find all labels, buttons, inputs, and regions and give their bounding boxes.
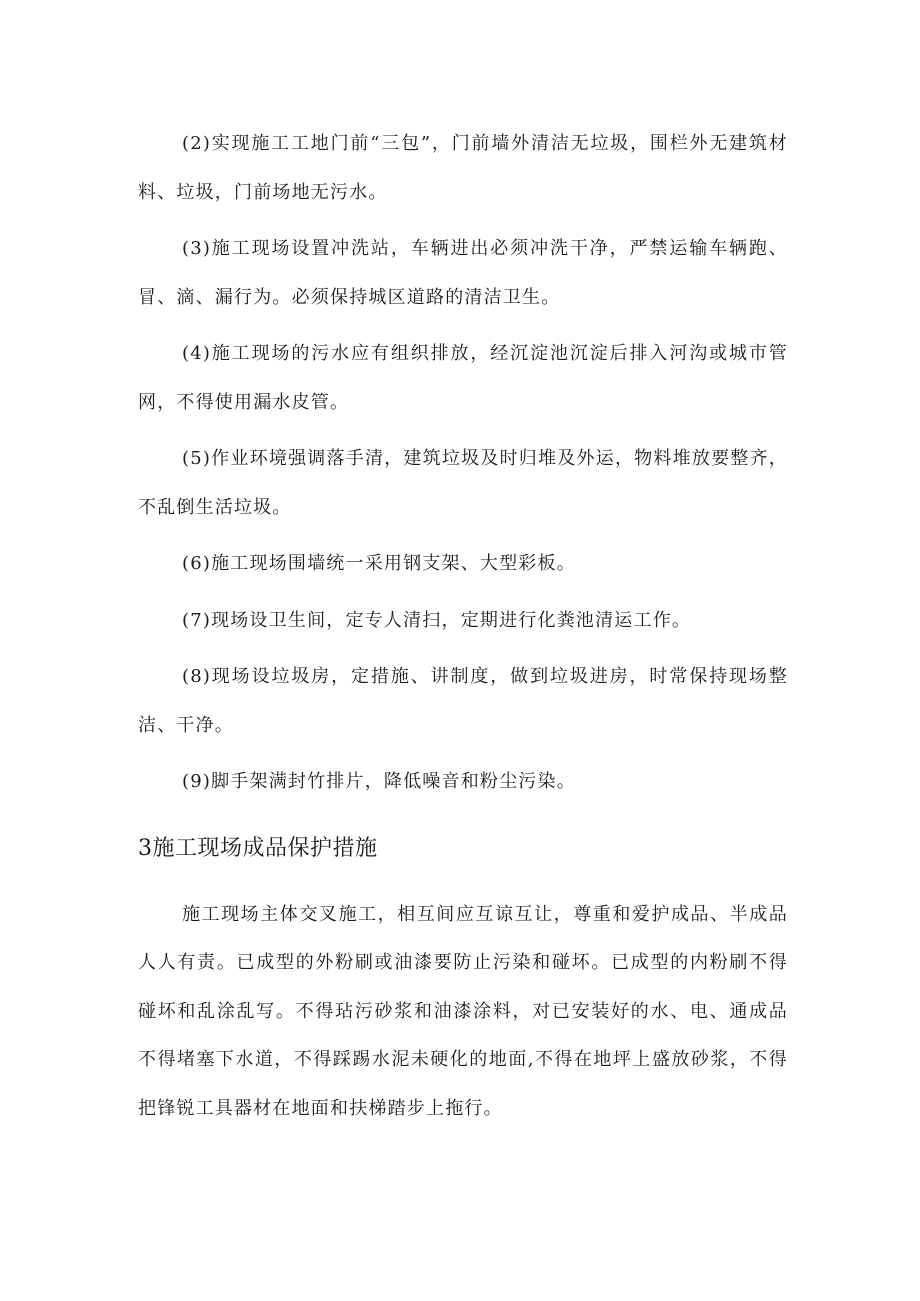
list-item-4: (4)施工现场的污水应有组织排放，经沉淀池沉淀后排入河沟或城市管网，不得使用漏水皮管。	[138, 343, 788, 413]
list-item-3: (3)施工现场设置冲洗站，车辆进出必须冲洗干净，严禁运输车辆跑、冒、滴、漏行为。必须保持城区道路的清洁卫生。	[138, 238, 788, 308]
document-body	[138, 120, 788, 1141]
list-item-6: (6)施工现场围墙统一采用钢支架、大型彩板。	[182, 553, 576, 574]
section-body-paragraph: 施工现场主体交叉施工，相互间应互谅互让，尊重和爱护成品、半成品人人有责。已成型的外粉刷或油漆要防止污染和碰坏。已成型的内粉刷不得碰坏和乱涂乱写。不得玷污砂浆和油漆涂料，对已安装好的水、电、通成品不得堵塞下水道，不得踩踢水泥未硬化的地面,不得在地坪上盛放砂浆，不得把锋锐工具器材在地面和扶梯踏步上拖行。	[138, 903, 788, 1119]
list-item-5: (5)作业环境强调落手清，建筑垃圾及时归堆及外运，物料堆放要整齐，不乱倒生活垃圾。	[138, 448, 788, 518]
list-item-8: (8)现场设垃圾房，定措施、讲制度，做到垃圾进房，时常保持现场整洁、干净。	[138, 666, 788, 736]
list-item-2: (2)实现施工工地门前“三包”，门前墙外清洁无垃圾，围栏外无建筑材料、垃圾，门前场地无污水。	[138, 133, 788, 203]
list-item-9: (9)脚手架满封竹排片，降低噪音和粉尘污染。	[182, 771, 576, 792]
list-item-7: (7)现场设卫生间，定专人清扫，定期进行化粪池清运工作。	[182, 609, 692, 631]
section-heading: 3施工现场成品保护措施	[138, 835, 378, 861]
